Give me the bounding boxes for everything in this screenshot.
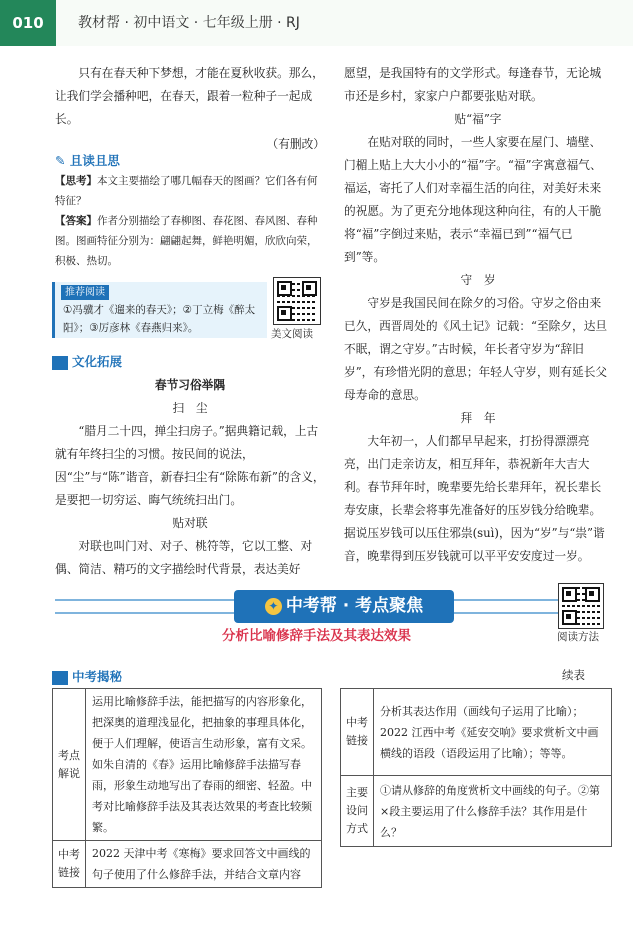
header-title: 教材帮 · 初中语文 · 七年级上册 · RJ bbox=[78, 15, 300, 31]
table-key: 主要设问方式 bbox=[341, 776, 374, 847]
article-left bbox=[55, 374, 325, 581]
exam-banner-text: 中考帮 · 考点聚焦 bbox=[285, 596, 424, 616]
qr-code-icon[interactable] bbox=[273, 277, 321, 325]
subheading-fu: 贴“福”字 bbox=[454, 112, 502, 126]
left-column bbox=[55, 62, 325, 156]
exam-table-left bbox=[52, 688, 322, 888]
qr-code-icon[interactable] bbox=[558, 583, 604, 629]
recommend-box bbox=[52, 282, 267, 338]
culture-heading-wrap bbox=[52, 352, 122, 370]
table-cell: 运用比喻修辞手法，能把描写的内容形象化，把深奥的道理浅显化，把抽象的事理具体化，便于人们理解，使语言生动形象，富有文采。如朱自清的《春》运用比喻修辞手法描写春雨，形象生动地写出了春雨的细密、轻盈。中考对比喻修辞手法及其表达效果的考查比较频繁。 bbox=[86, 689, 322, 841]
table-row bbox=[341, 689, 612, 776]
duilian-paragraph: 对联也叫门对、对子、桃符等，它以工整、对偶、简洁、精巧的文字描绘时代背景，表达美好 bbox=[55, 539, 313, 576]
recommend-tag: 推荐阅读 bbox=[61, 285, 109, 300]
page-number: 010 bbox=[0, 0, 56, 46]
culture-heading: 文化拓展 bbox=[72, 354, 123, 369]
page-header bbox=[0, 0, 633, 50]
think-section bbox=[55, 151, 325, 271]
culture-icon bbox=[52, 356, 68, 370]
qr2-caption: 阅读方法 bbox=[557, 631, 599, 643]
shousui-paragraph: 守岁是我国民间在除夕的习俗。守岁之俗由来已久，西晋周处的《风土记》记载：“至除夕，达旦不眠，谓之守岁。”古时候，年长者守岁为“辞旧岁”，有珍惜光阴的意思；年轻人守岁，则有延长父母寿命的意思。 bbox=[344, 296, 608, 402]
table-row bbox=[341, 776, 612, 847]
question-text: 本文主要描绘了哪几幅春天的图画？它们各有何特征？ bbox=[55, 175, 318, 207]
lightbulb-icon: ✦ bbox=[265, 598, 282, 615]
jiemi-icon bbox=[52, 671, 68, 685]
exam-table-right bbox=[340, 688, 612, 847]
table-key: 中考链接 bbox=[53, 841, 86, 888]
subheading-saochen: 扫 尘 bbox=[172, 401, 208, 415]
table-row bbox=[53, 689, 322, 841]
think-heading: 且读且思 bbox=[69, 153, 120, 168]
jiemi-heading: 中考揭秘 bbox=[72, 669, 123, 684]
table-cell: 分析其表达作用（画线句子运用了比喻）；2022 江西中考《延安交响》要求赏析文中画横线的语段（语段运用了比喻）；等等。 bbox=[374, 689, 612, 776]
table-key: 中考链接 bbox=[341, 689, 374, 776]
subheading-shousui: 守 岁 bbox=[460, 273, 496, 287]
table-cell: 2022 天津中考《寒梅》要求回答文中画线的句子使用了什么修辞手法，并结合文章内容 bbox=[86, 841, 322, 888]
table-row bbox=[53, 841, 322, 888]
exam-banner bbox=[234, 590, 454, 623]
right-column bbox=[344, 62, 612, 568]
duilian-continued: 愿望，是我国特有的文学形式。每逢春节，无论城市还是乡村，家家户户都要张贴对联。 bbox=[344, 66, 602, 103]
exam-subtitle: 分析比喻修辞手法及其表达效果 bbox=[222, 628, 411, 644]
table-key: 考点解说 bbox=[53, 689, 86, 841]
article-title: 春节习俗举隅 bbox=[154, 378, 226, 392]
subheading-duilian: 贴对联 bbox=[172, 516, 208, 530]
qr-caption: 美文阅读 bbox=[271, 328, 313, 340]
answer-text: 作者分别描绘了春柳图、春花图、春风图、春种图。图画特征分别为：翩翩起舞，鲜艳明媚，欣欣向荣，积极、热切。 bbox=[55, 215, 318, 267]
intro-paragraph: 只有在春天种下梦想，才能在夏秋收获。那么，让我们学会播种吧，在春天，跟着一粒种子一起成长。 bbox=[55, 66, 324, 126]
answer-label: 【答案】 bbox=[55, 215, 97, 227]
pencil-icon: ✎ bbox=[55, 153, 66, 168]
subheading-bainian: 拜 年 bbox=[460, 411, 496, 425]
fu-paragraph: 在贴对联的同时，一些人家要在屋门、墙壁、门楣上贴上大大小小的“福”字。“福”字寓意福气、福运，寄托了人们对幸福生活的向往，对美好未来的祝愿。为了更充分地体现这种向往，有的人干脆将“福”字倒过来贴，表示“幸福已到”“福气已到”等。 bbox=[344, 135, 602, 264]
source-note: （有删改） bbox=[266, 137, 325, 151]
continued-label: 续表 bbox=[562, 668, 585, 682]
question-label: 【思考】 bbox=[55, 175, 97, 187]
saochen-paragraph: “腊月二十四，掸尘扫房子。”据典籍记载，上古就有年终扫尘的习惯。按民间的说法，因“尘”与“陈”谐音，新春扫尘有“除陈布新”的含义，是要把一切穷运、晦气统统扫出门。 bbox=[55, 424, 325, 507]
recommend-text: ①冯骥才《遛来的春天》；②丁立梅《醉太阳》；③厉彦林《春燕归来》。 bbox=[63, 304, 256, 334]
table-cell: ①请从修辞的角度赏析文中画线的句子。②第×段主要运用了什么修辞手法？其作用是什么？ bbox=[374, 776, 612, 847]
jiemi-heading-wrap bbox=[52, 667, 122, 685]
bainian-paragraph: 大年初一，人们都早早起来，打扮得漂漂亮亮，出门走亲访友，相互拜年，恭祝新年大吉大利。春节拜年时，晚辈要先给长辈拜年，祝长辈长寿安康，长辈会将事先准备好的压岁钱分给晚辈。据说压岁钱可以压住邪祟(suì)，因为“岁”与“祟”谐音，晚辈得到压岁钱就可以平平安安度过一岁。 bbox=[344, 434, 605, 563]
